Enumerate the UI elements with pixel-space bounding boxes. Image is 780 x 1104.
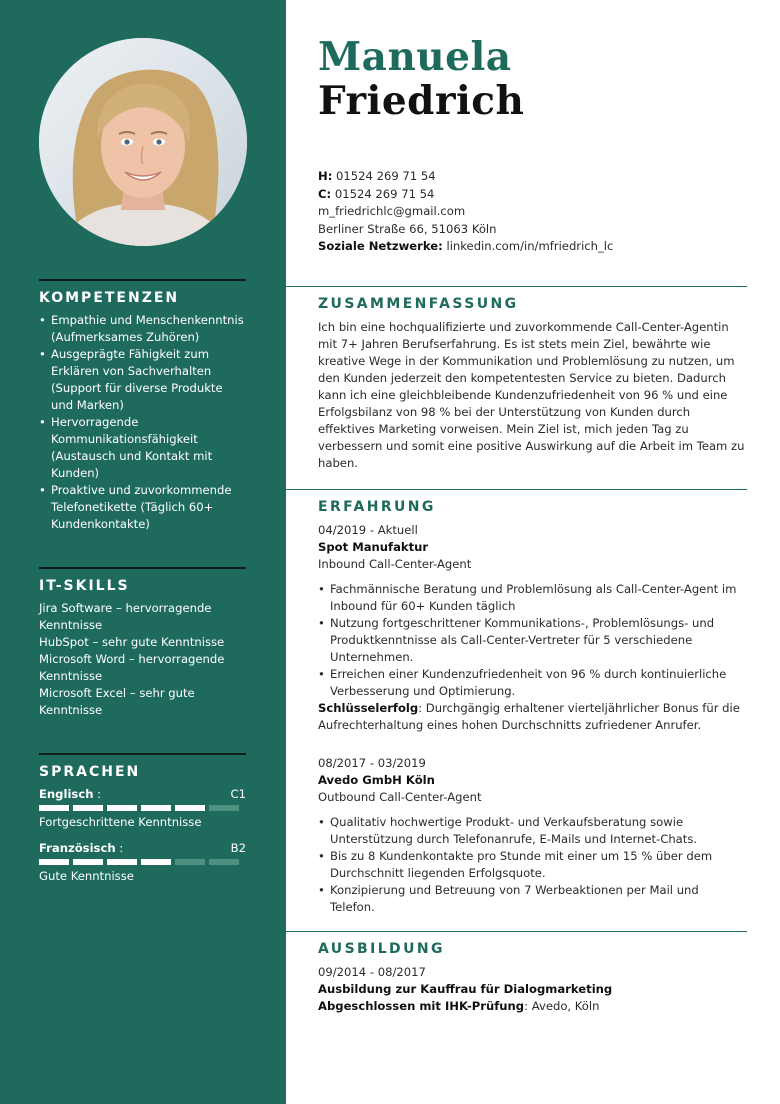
language-rating-bar [39, 859, 246, 865]
list-item: • Proaktive und zuvorkommende Telefonetikette (Täglich 60+ Kundenkontakte) [39, 482, 246, 533]
job-date: 04/2019 - Aktuell [318, 523, 418, 537]
list-item: • Qualitativ hochwertige Produkt- und Verkaufsberatung sowie Unterstützung durch Telefonanrufe, E-Mails und Internet-Chats. [318, 814, 747, 848]
job-company: Avedo GmbH Köln [318, 773, 435, 787]
languages-title: SPRACHEN [39, 764, 141, 780]
key-achievement [318, 700, 747, 734]
job-date: 08/2017 - 03/2019 [318, 756, 426, 770]
job-entry [318, 522, 747, 734]
rating-segment-filled [73, 805, 103, 811]
language-name: Englisch [39, 787, 94, 801]
rating-segment-filled [39, 805, 69, 811]
list-item: • Nutzung fortgeschrittener Kommunikations-, Problemlösungs- und Produktkenntnisse als Call-Center-Vertreter für 5 verschiedene Unternehmen. [318, 615, 747, 666]
language-description: Gute Kenntnisse [39, 869, 134, 883]
experience-section [286, 489, 747, 916]
it-skills-section [39, 567, 246, 719]
phone-label: H: [318, 169, 333, 183]
language-level: C1 [230, 787, 246, 801]
rating-segment-filled [141, 859, 171, 865]
key-label: Schlüsselerfolg [318, 701, 419, 715]
language-level: B2 [230, 841, 246, 855]
language-rating-bar [39, 805, 246, 811]
first-name: Manuela [318, 34, 512, 80]
rating-segment-empty [209, 859, 239, 865]
job-company: Spot Manufaktur [318, 540, 429, 554]
last-name: Friedrich [318, 78, 525, 124]
rating-segment-filled [73, 859, 103, 865]
skills-list [39, 312, 246, 533]
mobile-line [318, 186, 613, 204]
rating-segment-filled [39, 859, 69, 865]
language-name: Französisch [39, 841, 116, 855]
skills-section [39, 279, 246, 533]
profile-photo [39, 38, 247, 246]
key-text: : Durchgängig erhaltener vierteljährlicher Bonus für die Aufrechterhaltung eines hohen Durchschnitts zufriedener Anrufer. [318, 701, 740, 732]
education-result [318, 998, 747, 1015]
rating-segment-filled [107, 805, 137, 811]
list-item: • Konzipierung und Betreuung von 7 Werbeaktionen per Mail und Telefon. [318, 882, 747, 916]
it-skills-list [39, 600, 246, 719]
rating-segment-empty [209, 805, 239, 811]
education-title: AUSBILDUNG [318, 941, 445, 957]
social-label: Soziale Netzwerke: [318, 239, 443, 253]
job-bullets [318, 814, 747, 916]
social-value: linkedin.com/in/mfriedrich_lc [446, 239, 614, 253]
rating-segment-filled [175, 805, 205, 811]
education-degree: Ausbildung zur Kauffrau für Dialogmarketing [318, 982, 613, 996]
skills-title: KOMPETENZEN [39, 290, 180, 306]
education-result-label: Abgeschlossen mit IHK-Prüfung [318, 999, 525, 1013]
job-bullets [318, 581, 747, 700]
email: m_friedrichlc@gmail.com [318, 204, 466, 218]
list-item: • Fachmännische Beratung und Problemlösung als Call-Center-Agent im Inbound für 60+ Kunden täglich [318, 581, 747, 615]
social-line [318, 238, 613, 256]
list-item: Jira Software – hervorragende Kenntnisse [39, 601, 212, 632]
education-date: 09/2014 - 08/2017 [318, 965, 426, 979]
rating-segment-filled [107, 859, 137, 865]
language-separator: : [93, 787, 102, 801]
summary-section [286, 286, 747, 472]
list-item: Microsoft Excel – sehr gute Kenntnisse [39, 686, 195, 717]
language-separator: : [115, 841, 124, 855]
language-french [39, 840, 246, 885]
language-description: Fortgeschrittene Kenntnisse [39, 815, 202, 829]
education-section [286, 931, 747, 1015]
languages-section [39, 753, 246, 885]
list-item: • Erreichen einer Kundenzufriedenheit von 96 % durch kontinuierliche Verbesserung und Optimierung. [318, 666, 747, 700]
language-english [39, 786, 246, 831]
list-item: HubSpot – sehr gute Kenntnisse [39, 635, 225, 649]
list-item: • Hervorragende Kommunikationsfähigkeit (Austausch und Kontakt mit Kunden) [39, 414, 246, 482]
job-role: Inbound Call-Center-Agent [318, 557, 472, 571]
it-skills-title: IT-SKILLS [39, 578, 130, 594]
list-item: • Empathie und Menschenkenntnis (Aufmerksames Zuhören) [39, 312, 246, 346]
experience-title: ERFAHRUNG [318, 499, 436, 515]
mobile-label: C: [318, 186, 332, 201]
sidebar [0, 0, 286, 1104]
list-item: Microsoft Word – hervorragende Kenntnisse [39, 652, 225, 683]
address: Berliner Straße 66, 51063 Köln [318, 221, 497, 236]
phone-line [318, 168, 613, 186]
education-result-text: : Avedo, Köln [524, 999, 600, 1013]
contact-block [318, 168, 613, 256]
rating-segment-empty [175, 859, 205, 865]
summary-title: ZUSAMMENFASSUNG [318, 296, 519, 312]
rating-segment-filled [141, 805, 171, 811]
mobile-value: 01524 269 71 54 [334, 186, 435, 201]
job-role: Outbound Call-Center-Agent [318, 790, 482, 804]
list-item: • Ausgeprägte Fähigkeit zum Erklären von Sachverhalten (Support für diverse Produkte und Marken) [39, 346, 246, 414]
summary-text: Ich bin eine hochqualifizierte und zuvorkommende Call-Center-Agentin mit 7+ Jahren Berufserfahrung. Es ist stets mein Ziel, bewährte wie kreative Wege in der Kommunikation und Problemlösung zu nutzen, um den Kunden jederzeit den kompetentesten Service zu bieten. Dadurch kann ich eine gleichbleibende Kundenzufriedenheit von 96 % und eine Erfolgsbilanz von 98 % bei der Unterstützung von Kunden durch effektives Marketing vorweisen. Mein Ziel ist, mich jeden Tag zu verbessern und somit eine positive Auswirkung auf die Arbeit im Team zu haben. [318, 320, 745, 470]
list-item: • Bis zu 8 Kundenkontakte pro Stunde mit einer um 15 % über dem Durchschnitt liegenden Erfolgsquote. [318, 848, 747, 882]
phone-value: 01524 269 71 54 [336, 169, 436, 183]
job-entry [318, 755, 747, 916]
